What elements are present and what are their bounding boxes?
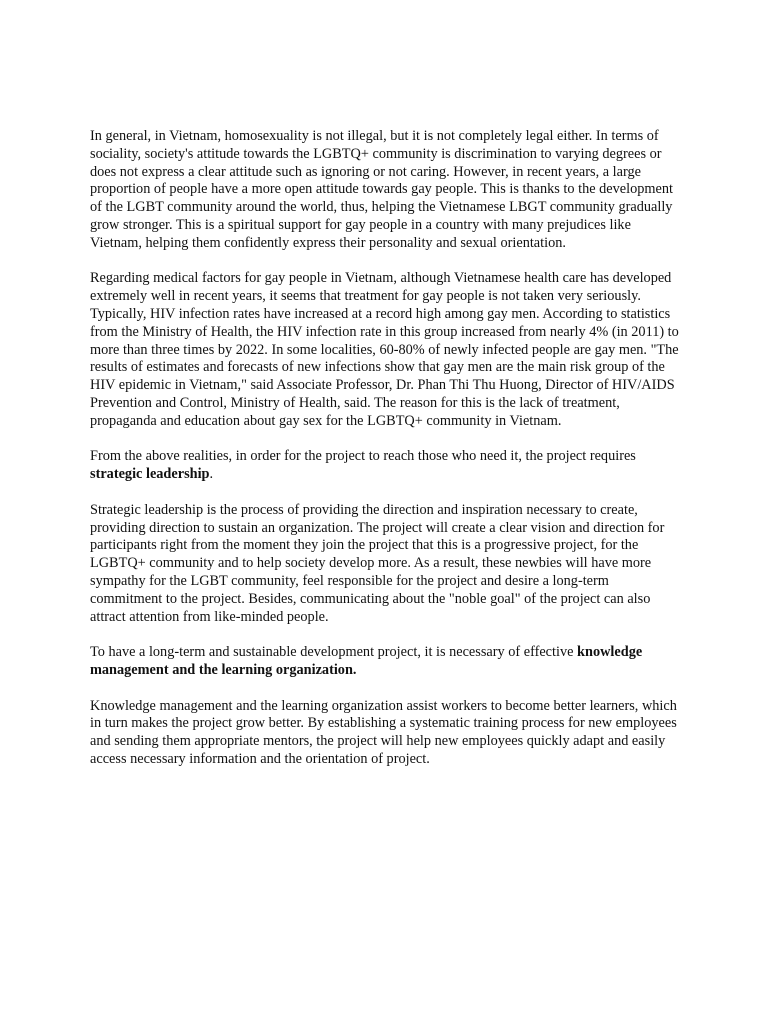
paragraph-sustainable-development — [90, 644, 682, 680]
paragraph-strategic-leadership: Strategic leadership is the process of providing the direction and inspiration necessary to create, providing direction to sustain an organization. The project will create a clear vision and direction for participants right from the moment they join the project that this is a progressive project, for the LGBTQ+ community and to help society develop more. As a result, these newbies will have more sympathy for the LGBT community, feel responsible for the project and desire a long-term commitment to the project. Besides, communicating about the "noble goal" of the project can also attract attention from like-minded people. — [90, 501, 665, 625]
paragraph-medical-factors: Regarding medical factors for gay people in Vietnam, although Vietnamese health care has developed extremely well in recent years, it seems that treatment for gay people is not taken very seriously. Typically, HIV infection rates have increased at a record high among gay men. According to statistics from the Ministry of Health, the HIV infection rate in this group increased from nearly 4% (in 2011) to more than three times by 2022. In some localities, 60-80% of newly infected people are gay men. "The results of estimates and forecasts of new infections show that gay men are the main risk group of the HIV epidemic in Vietnam," said Associate Professor, Dr. Phan Thi Thu Huong, Director of HIV/AIDS Prevention and Control, Ministry of Health, said. The reason for this is the lack of treatment, propaganda and education about gay sex for the LGBTQ+ community in Vietnam. — [90, 270, 679, 429]
paragraph-text: To have a long-term and sustainable development project, it is necessary of effective — [90, 644, 578, 661]
paragraph-text: . — [209, 466, 214, 483]
bold-term-strategic-leadership: strategic leadership — [90, 466, 210, 483]
paragraph-legal-status: In general, in Vietnam, homosexuality is not illegal, but it is not completely legal either. In terms of sociality, society's attitude towards the LGBTQ+ community is discrimination to varying degrees or does not express a clear attitude such as ignoring or not caring. However, in recent years, a large proportion of people have a more open attitude towards gay people. This is thanks to the development of the LGBT community around the world, thus, helping the Vietnamese LBGT community gradually grow stronger. This is a spiritual support for gay people in a country with many prejudices like Vietnam, helping them confidently express their personality and sexual orientation. — [90, 128, 673, 251]
paragraph-project-requirements — [90, 448, 682, 484]
paragraph-knowledge-management: Knowledge management and the learning organization assist workers to become better learners, which in turn makes the project grow better. By establishing a systematic training process for new employees and sending them appropriate mentors, the project will help new employees quickly adapt and easily access necessary information and the orientation of project. — [90, 697, 677, 767]
bold-term-knowledge-management: knowledge management and the learning organization. — [90, 644, 643, 678]
document-body — [90, 128, 682, 786]
paragraph-text: From the above realities, in order for the project to reach those who need it, the project requires — [90, 448, 636, 465]
